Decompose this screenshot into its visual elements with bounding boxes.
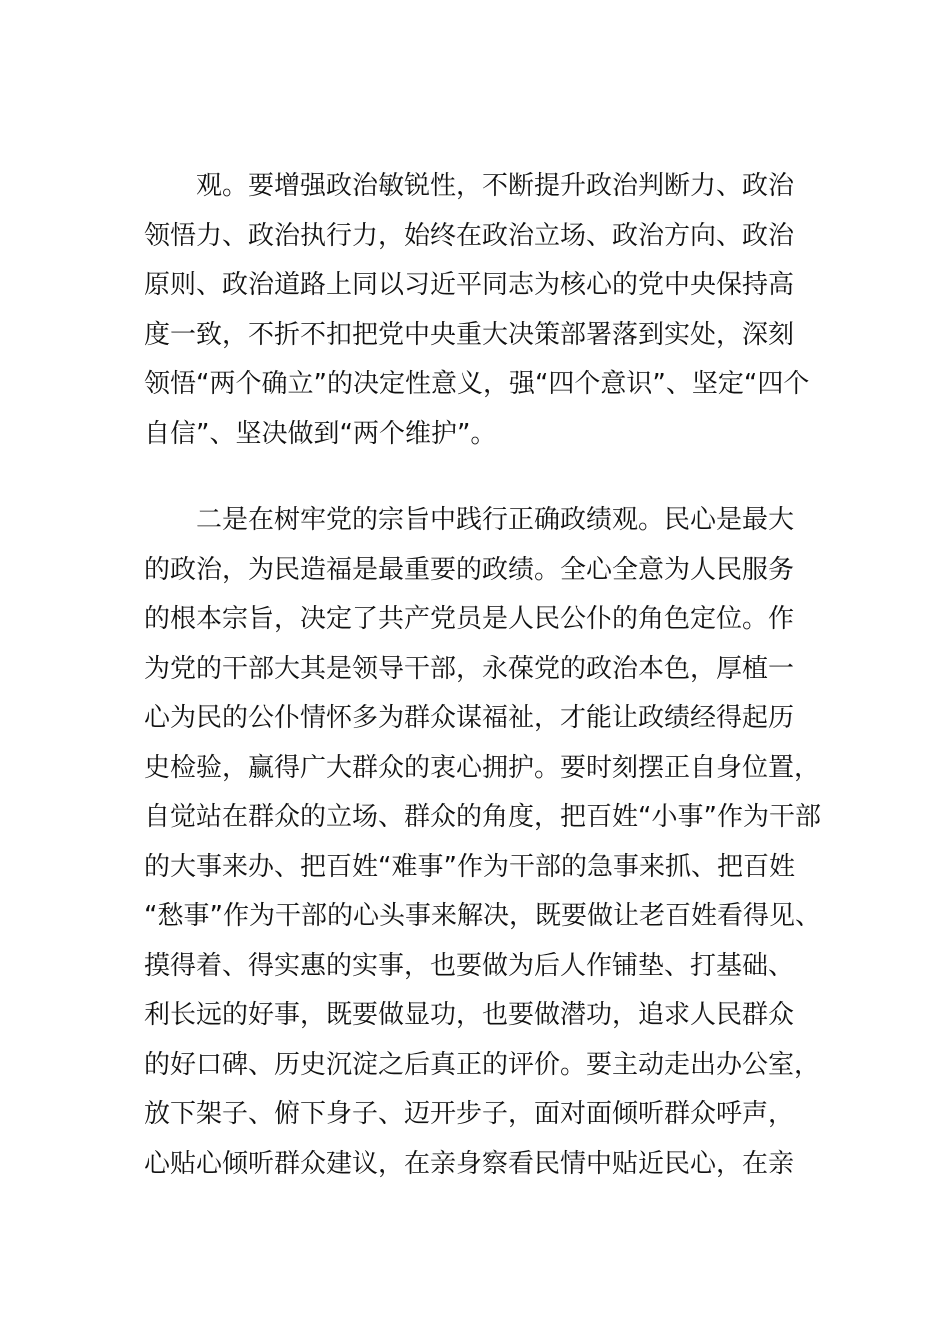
text-line: 原则、政治道路上同以习近平同志为核心的党中央保持高: [144, 270, 795, 300]
text-line: 摸得着、得实惠的实事，也要做为后人作铺垫、打基础、: [144, 951, 795, 981]
text-line: 度一致，不折不扣把党中央重大决策部署落到实处，深刻: [144, 320, 795, 350]
text-line: 观。要增强政治敏锐性，不断提升政治判断力、政治: [144, 171, 795, 201]
text-line: 自信”、坚决做到“两个维护”。: [144, 419, 497, 449]
text-line: 心贴心倾听群众建议，在亲身察看民情中贴近民心，在亲: [144, 1149, 795, 1179]
text-line: “愁事”作为干部的心头事来解决，既要做让老百姓看得见、: [144, 901, 821, 931]
text-line: 为党的干部大其是领导干部，永葆党的政治本色，厚植一: [144, 654, 795, 684]
text-line: 自觉站在群众的立场、群众的角度，把百姓“小事”作为干部: [144, 802, 821, 832]
text-line: 领悟“两个确立”的决定性意义，强“四个意识”、坚定“四个: [144, 369, 810, 399]
text-line: 的好口碑、历史沉淀之后真正的评价。要主动走出办公室，: [144, 1050, 821, 1080]
text-line: 心为民的公仆情怀多为群众谋福祉，才能让政绩经得起历: [144, 703, 795, 733]
text-line: 领悟力、政治执行力，始终在政治立场、政治方向、政治: [144, 221, 795, 251]
text-line: 的根本宗旨，决定了共产党员是人民公仆的角色定位。作: [144, 604, 795, 634]
text-line: 利长远的好事，既要做显功，也要做潜功，追求人民群众: [144, 1000, 795, 1030]
text-line: 二是在树牢党的宗旨中践行正确政绩观。民心是最大: [144, 505, 795, 535]
text-line: 的政治，为民造福是最重要的政绩。全心全意为人民服务: [144, 555, 795, 585]
text-line: 的大事来办、把百姓“难事”作为干部的急事来抓、把百姓: [144, 852, 795, 882]
text-line: 放下架子、俯下身子、迈开步子，面对面倾听群众呼声，: [144, 1099, 795, 1129]
text-line: 史检验，赢得广大群众的衷心拥护。要时刻摆正自身位置，: [144, 753, 821, 783]
